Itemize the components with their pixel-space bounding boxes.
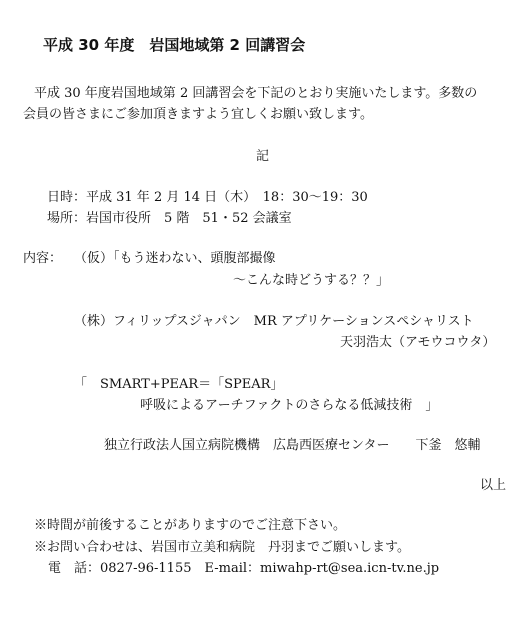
- content-label: 内容：: [23, 251, 63, 266]
- speaker2-line: 独立行政法人国立病院機構 広島西医療センター 下釜 悠輔: [104, 438, 481, 453]
- talk2-line-1: 「 SMART+PEAR＝「SPEAR」: [74, 377, 284, 392]
- note-line-1: ※時間が前後することがありますのでご注意下さい。: [34, 518, 347, 533]
- talk1-line-1: （仮）「もう迷わない、頭腹部撮像: [74, 251, 276, 266]
- talk1-line-2: 〜こんな時どうする？？」: [233, 273, 390, 288]
- contact-line: 電 話：0827-96-1155 E-mail：miwahp-rt@sea.icn-tv.ne.jp: [48, 561, 440, 576]
- ki-heading: 記: [256, 149, 270, 164]
- talk2-line-2: 呼吸によるアーチファクトのさらなる低減技術 」: [140, 398, 439, 413]
- page-title: 平成 30 年度 岩国地域第 2 回講習会: [43, 36, 306, 54]
- intro-line-2: 会員の皆さまにご参加頂きますよう宜しくお願い致します。: [23, 107, 373, 122]
- place-line: 場所：岩国市役所 5 階 51・52 会議室: [47, 211, 292, 226]
- intro-line-1: 平成 30 年度岩国地域第 2 回講習会を下記のとおり実施いたします。多数の: [34, 86, 478, 101]
- closing-text: 以上: [480, 478, 507, 493]
- speaker1-affiliation: （株）フィリップスジャパン MR アプリケーションスペシャリスト: [74, 314, 474, 329]
- note-line-2: ※お問い合わせは、岩国市立美和病院 丹羽までご願いします。: [34, 540, 410, 555]
- datetime-line: 日時：平成 31 年 2 月 14 日（木） 18：30〜19：30: [47, 190, 368, 205]
- speaker1-name: 天羽浩太（アモウコウタ）: [340, 335, 496, 350]
